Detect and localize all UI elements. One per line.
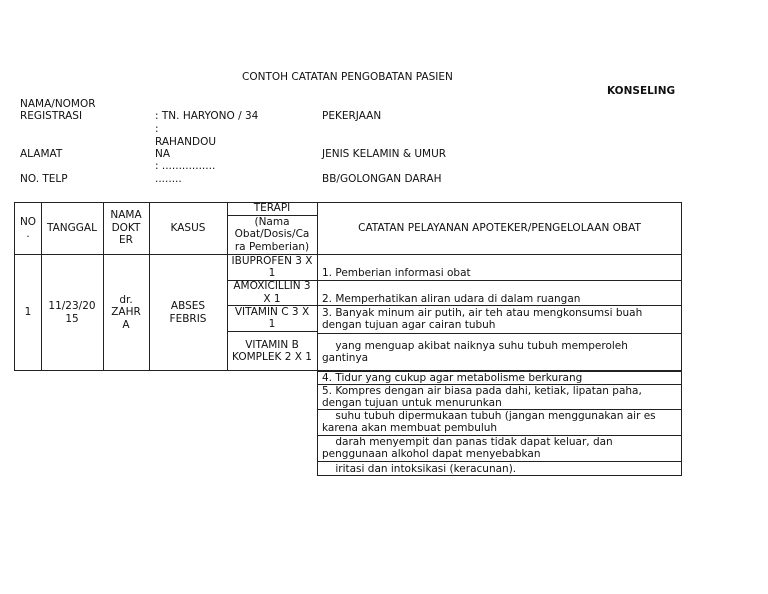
row-dokter: dr. ZAHR A	[111, 293, 141, 331]
header-nama-dokter: NAMA DOKT ER	[110, 209, 142, 247]
header-no: NO .	[19, 215, 37, 240]
terapi-item: VITAMIN B KOMPLEK 2 X 1	[232, 338, 312, 363]
header-kasus: KASUS	[170, 221, 206, 234]
note-item: 2. Memperhatikan aliran udara di dalam ruangan	[322, 293, 581, 305]
alamat-label: ALAMAT	[20, 148, 63, 160]
nama-value: : TN. HARYONO / 34	[155, 110, 259, 122]
telp-label: NO. TELP	[20, 173, 68, 185]
alamat-dots: : ................	[155, 160, 216, 172]
row-no: 1	[24, 306, 32, 319]
nama-label-line1: NAMA/NOMOR	[20, 98, 96, 110]
document-title: CONTOH CATATAN PENGOBATAN PASIEN	[242, 71, 453, 83]
bb-golongan-darah-label: BB/GOLONGAN DARAH	[322, 173, 442, 185]
row-tanggal: 11/23/20 15	[48, 300, 96, 325]
note-item: iritasi dan intoksikasi (keracunan).	[322, 462, 517, 475]
header-terapi-sub: (Nama Obat/Dosis/Ca ra Pemberian)	[234, 215, 310, 253]
terapi-item: IBUPROFEN 3 X 1	[231, 254, 313, 279]
nama-label-line2: REGISTRASI	[20, 110, 83, 122]
header-terapi: TERAPI	[253, 202, 291, 215]
note-item: darah menyempit dan panas tidak dapat keluar, dan penggunaan alkohol dapat menyebabkan	[322, 436, 617, 460]
terapi-item: VITAMIN C 3 X 1	[234, 305, 310, 330]
note-item: yang menguap akibat naiknya suhu tubuh memperoleh gantinya	[322, 340, 632, 364]
notes-row-divider	[317, 280, 682, 281]
alamat-value-line2: NA	[155, 148, 171, 160]
header-catatan: CATATAN PELAYANAN APOTEKER/PENGELOLAAN OBAT	[358, 221, 641, 234]
note-item: 5. Kompres dengan air biasa pada dahi, ketiak, lipatan paha, dengan tujuan untuk menurunkan	[322, 384, 642, 409]
terapi-item: AMOXICILLIN 3 X 1	[233, 280, 311, 305]
header-tanggal: TANGGAL	[47, 221, 97, 234]
note-item: suhu tubuh dipermukaan tubuh (jangan menggunakan air es karena akan membuat pembuluh	[322, 410, 659, 434]
row-kasus: ABSES FEBRIS	[169, 300, 207, 325]
alamat-value-line1: RAHANDOU	[155, 136, 217, 148]
telp-value: ........	[155, 173, 182, 185]
jenis-kelamin-label: JENIS KELAMIN & UMUR	[322, 148, 447, 160]
konseling-label: KONSELING	[607, 85, 676, 97]
note-item: 4. Tidur yang cukup agar metabolisme berkurang	[322, 371, 583, 384]
note-item: 3. Banyak minum air putih, air teh atau mengkonsumsi buah dengan tujuan agar cairan tubuh	[322, 307, 643, 331]
pekerjaan-colon: :	[155, 123, 159, 135]
pekerjaan-label: PEKERJAAN	[322, 110, 382, 122]
note-item: 1. Pemberian informasi obat	[322, 267, 471, 279]
